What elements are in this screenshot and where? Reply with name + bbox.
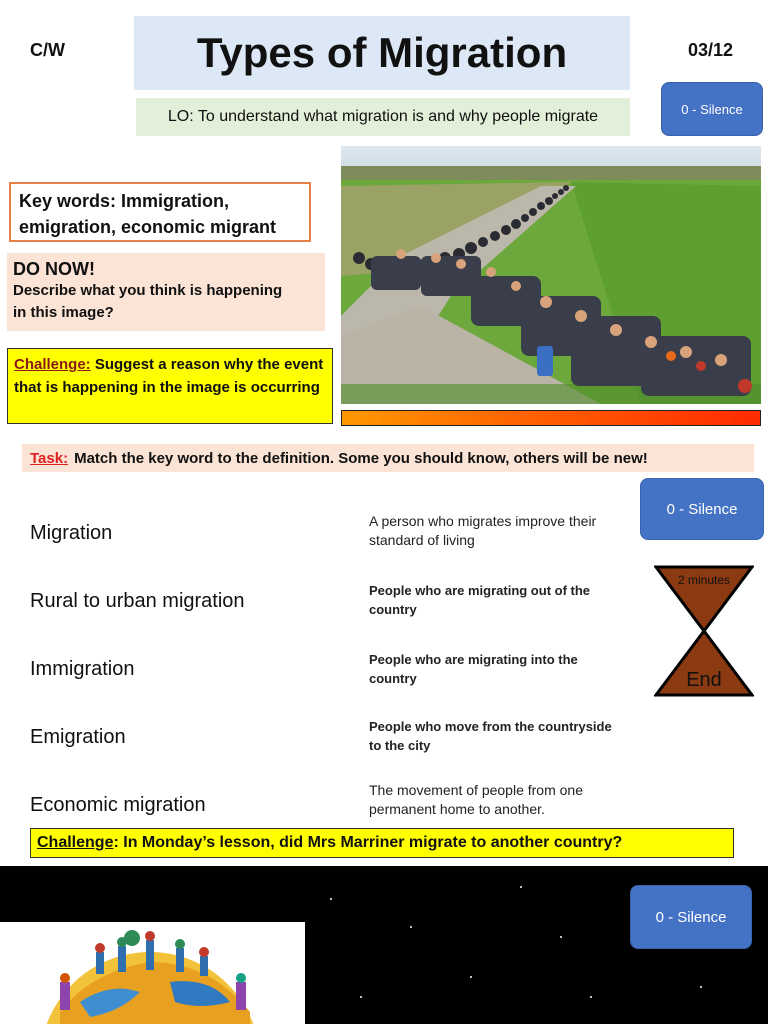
task-text: Match the key word to the definition. Some you should know, others will be new! (74, 449, 648, 467)
definition-item (369, 581, 635, 619)
page-title: Types of Migration (196, 29, 568, 76)
challenge-box (7, 348, 333, 424)
progress-gradient-bar (341, 410, 761, 426)
definition-line: The movement of people from one (369, 782, 584, 798)
learning-objective: LO: To understand what migration is and why people migrate (136, 98, 630, 136)
definition-line: People who are migrating out of the (369, 583, 591, 598)
title-banner (134, 16, 630, 90)
timer-top-label: 2 minutes (677, 573, 731, 587)
globe-people-illustration (0, 922, 305, 1024)
definition-line: permanent home to another. (369, 801, 545, 817)
do-now-line-2: in this image? (13, 304, 114, 321)
definition-line: People who are migrating into the (369, 652, 578, 667)
timer-end-label: End (686, 669, 722, 691)
term-item: Migration (30, 522, 113, 544)
keywords-box (9, 182, 311, 242)
term-item: Economic migration (30, 794, 206, 816)
term-item: Immigration (30, 658, 135, 680)
classwork-label: C/W (30, 40, 65, 60)
challenge-question-box (30, 828, 734, 858)
task-banner (22, 444, 754, 472)
challenge-text: Suggest a reason why the event that is happening in the image is occurring (14, 356, 324, 396)
keywords-line-1: Key words: Immigration, (19, 191, 230, 211)
do-now-heading: DO NOW! (13, 259, 95, 279)
silence-button[interactable]: 0 - Silence (661, 82, 763, 136)
migrants-photo (341, 146, 761, 404)
definition-item (369, 512, 635, 550)
do-now-line-1: Describe what you think is happening (13, 282, 283, 299)
definition-line: standard of living (369, 532, 475, 548)
definition-line: to the city (369, 738, 431, 753)
definition-line: A person who migrates improve their (369, 513, 597, 529)
term-item: Rural to urban migration (30, 590, 245, 612)
definition-line: country (369, 671, 417, 686)
migrants-photo-illustration (341, 146, 761, 404)
definition-line: People who move from the countryside (369, 719, 612, 734)
definition-line: country (369, 602, 417, 617)
date-label: 03/12 (688, 40, 734, 60)
term-item: Emigration (30, 726, 126, 748)
challenge-label: Challenge (37, 834, 114, 851)
task-label: Task: (30, 449, 69, 467)
silence-button[interactable]: 0 - Silence (640, 478, 764, 540)
hourglass-timer-icon (654, 565, 754, 697)
definition-item (369, 650, 635, 688)
challenge-label: Challenge: (14, 356, 91, 373)
challenge-question-text: : In Monday’s lesson, did Mrs Marriner migrate to another country? (113, 834, 623, 851)
definition-item (369, 717, 635, 755)
silence-button[interactable]: 0 - Silence (630, 885, 752, 949)
do-now-box (7, 253, 325, 331)
definition-item (369, 781, 635, 819)
keywords-line-2: emigration, economic migrant (19, 217, 277, 237)
